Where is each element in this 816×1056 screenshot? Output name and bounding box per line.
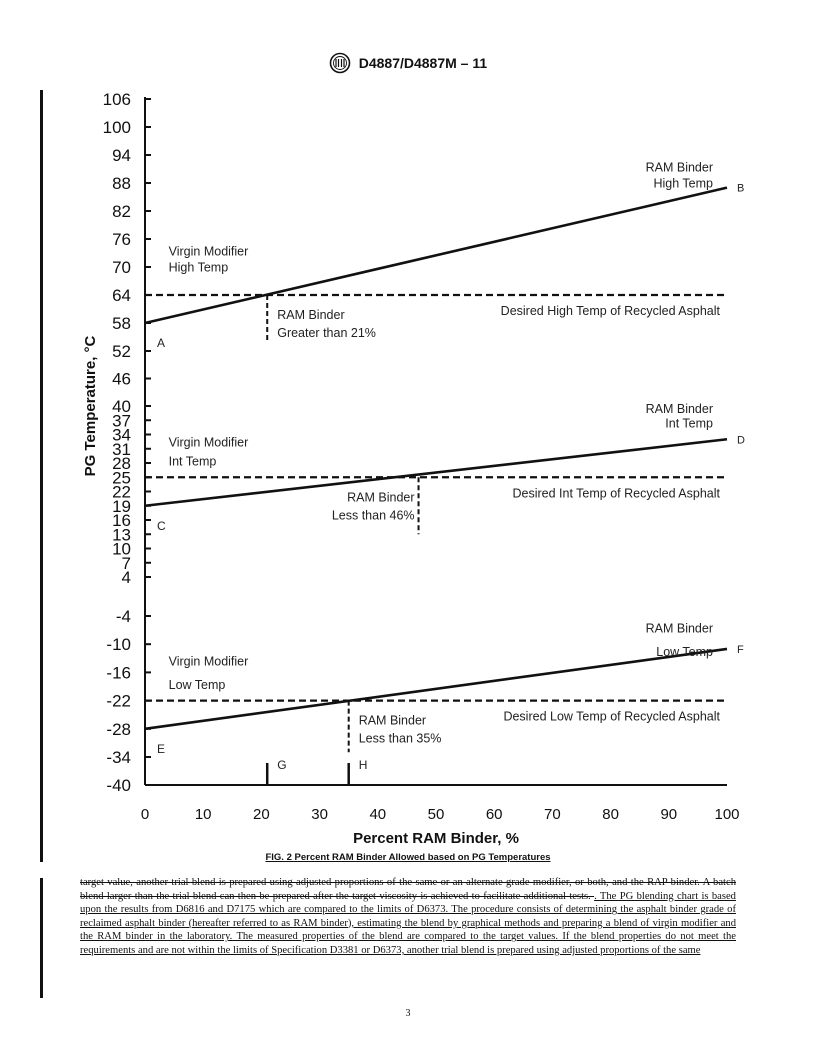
pg-blending-chart (0, 80, 816, 850)
y-tick-label: 34 (112, 425, 131, 445)
y-tick-label: -16 (106, 663, 131, 683)
x-tick-label: 20 (253, 806, 270, 823)
y-tick-label: 52 (112, 342, 131, 361)
chart-annotation: Int Temp (665, 416, 713, 431)
y-tick-label: 70 (112, 258, 131, 277)
document-title: D4887/D4887M – 11 (358, 55, 488, 71)
chart-annotation: Virgin Modifier (168, 244, 249, 259)
intersection-label: Greater than 21% (277, 326, 376, 340)
y-tick-label: -4 (115, 607, 131, 626)
marker-label: H (358, 758, 368, 772)
chart-annotation: High Temp (168, 260, 229, 275)
chart-annotation: RAM Binder (645, 402, 713, 417)
chart-annotation: Virgin Modifier (168, 654, 249, 669)
chart-annotation: Int Temp (168, 454, 217, 469)
chart-annotation: RAM Binder (645, 160, 713, 175)
y-tick-label: 31 (112, 439, 131, 459)
y-tick-label: 10 (112, 539, 131, 559)
desired-temp-label: Desired Int Temp of Recycled Asphalt (512, 486, 720, 501)
y-tick-label: 100 (102, 118, 131, 137)
intersection-label: RAM Binder (358, 713, 427, 728)
x-tick-label: 10 (194, 806, 212, 823)
page-header (0, 52, 816, 74)
series-start-label: E (157, 741, 166, 756)
chart-annotation: Low Temp (656, 644, 713, 659)
x-tick-label: 40 (369, 806, 387, 823)
intersection-label: Less than 46% (331, 508, 415, 523)
inserted-text: . The PG blending chart is based upon the results from D6816 and D7175 which are compared to the limits of D6373. The procedure consists of determining the asphalt binder grade of reclaimed asphalt binder (hereafter referred to as RAM binder), estimating the blend by graphical methods and preparing a blend of virgin modifier and the RAM binder in the laboratory. The measured properties of the blend are compared to the target values. If the blend properties do not meet the requirements and are not within the limits of Specification D3381 or D6373, another trial blend is prepared using adjusted proportions of the same (80, 890, 736, 956)
x-tick-label: 90 (660, 806, 678, 823)
x-tick-label: 80 (602, 806, 619, 823)
y-tick-label: 40 (112, 397, 131, 416)
y-tick-label: 13 (112, 525, 131, 545)
y-tick-label: 64 (112, 286, 131, 305)
x-tick-label: 50 (427, 806, 445, 823)
intersection-label: RAM Binder (277, 308, 345, 322)
y-tick-label: 22 (112, 482, 131, 502)
series-start-label: A (157, 336, 166, 350)
x-tick-label: 30 (311, 806, 328, 823)
y-tick-label: 106 (102, 90, 131, 109)
series-start-label: C (157, 518, 166, 533)
series-end-label: F (737, 643, 744, 656)
x-axis-label: Percent RAM Binder, % (353, 830, 519, 847)
y-tick-label: 88 (112, 174, 131, 193)
y-tick-label: -40 (106, 776, 131, 795)
struck-text: target value, another trial blend is prepared using adjusted proportions of the same or an alternate grade modifier, or both, and the RAP binder. A batch blend larger than the trial blend can then be prepared after the target viscosity is achieved to facilitate additional tests. (80, 877, 736, 902)
x-tick-label: 60 (485, 806, 503, 823)
intersection-label: RAM Binder (347, 490, 415, 505)
intersection-label: Less than 35% (358, 731, 442, 746)
change-bar (40, 878, 43, 998)
y-tick-label: 19 (112, 496, 131, 516)
x-tick-label: 70 (544, 806, 561, 823)
desired-temp-label: Desired Low Temp of Recycled Asphalt (503, 709, 720, 724)
y-tick-label: 28 (112, 454, 131, 473)
y-tick-label: -22 (106, 691, 131, 711)
series-end-label: D (737, 434, 745, 447)
y-tick-label: 58 (112, 314, 131, 333)
y-tick-label: -28 (106, 719, 131, 739)
figure-caption: FIG. 2 Percent RAM Binder Allowed based on PG Temperatures (265, 852, 551, 863)
y-tick-label: 94 (112, 146, 131, 165)
page-number: 3 (405, 1008, 411, 1019)
y-tick-label: 46 (112, 369, 131, 389)
y-tick-label: 25 (112, 468, 131, 488)
x-tick-label: 100 (714, 806, 740, 823)
astm-logo-icon (329, 52, 351, 74)
series-end-label: B (737, 182, 745, 195)
y-tick-label: -34 (106, 748, 131, 767)
chart-annotation: High Temp (653, 176, 713, 191)
y-tick-label: 82 (112, 202, 131, 221)
y-axis-label: PG Temperature, °C (82, 335, 99, 477)
chart-annotation: RAM Binder (645, 621, 713, 636)
chart-annotation: Virgin Modifier (168, 435, 249, 450)
chart-annotation: Low Temp (168, 677, 226, 692)
marker-label: G (277, 758, 287, 772)
desired-temp-label: Desired High Temp of Recycled Asphalt (500, 304, 720, 318)
x-tick-label: 0 (140, 806, 150, 823)
y-tick-label: -10 (106, 635, 131, 655)
body-paragraph (80, 876, 736, 958)
y-tick-label: 76 (112, 230, 131, 249)
y-tick-label: 37 (112, 411, 131, 431)
y-tick-label: 16 (112, 511, 131, 530)
y-tick-label: 4 (121, 568, 131, 587)
y-tick-label: 7 (121, 553, 131, 573)
